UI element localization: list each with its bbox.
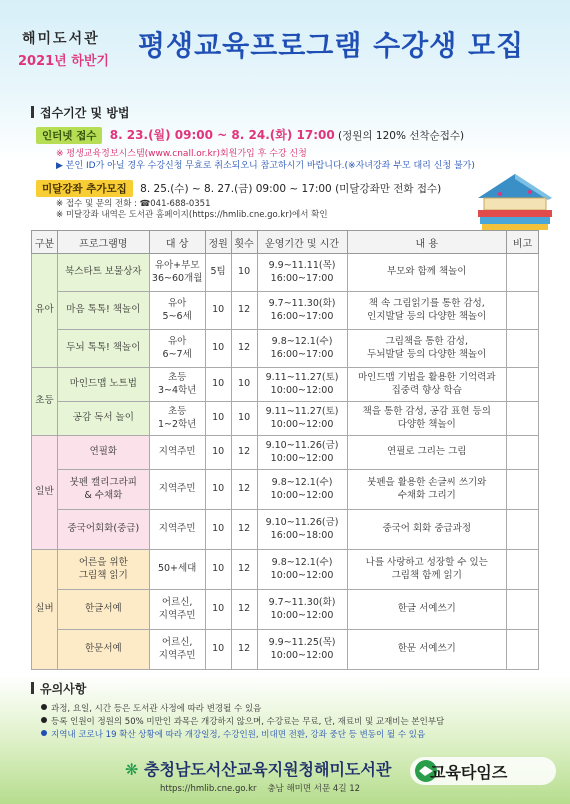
table-row (32, 470, 539, 510)
sessions-cell: 10 (231, 368, 257, 402)
bullet-icon (41, 730, 47, 736)
capacity-cell: 10 (205, 368, 231, 402)
category-cell: 실버 (32, 550, 58, 670)
remarks-cell (507, 470, 539, 510)
col-header-category: 구분 (32, 231, 58, 254)
col-header-period: 운영기간 및 시간 (257, 231, 347, 254)
content-cell: 중국어 회화 중급과정 (347, 510, 507, 550)
table-row (32, 330, 539, 368)
col-header-remarks: 비고 (507, 231, 539, 254)
period-cell: 9.7~11.30(화) 10:00~12:00 (257, 590, 347, 630)
program-name-cell: 연필화 (57, 436, 149, 470)
capacity-cell: 10 (205, 470, 231, 510)
sessions-cell: 12 (231, 590, 257, 630)
target-cell: 어르신, 지역주민 (149, 630, 205, 670)
period-cell: 9.9~11.11(목) 16:00~17:00 (257, 254, 347, 292)
internet-row (36, 126, 464, 144)
remarks-cell (507, 330, 539, 368)
sessions-cell: 12 (231, 550, 257, 590)
target-cell: 어르신, 지역주민 (149, 590, 205, 630)
extra-period: 8. 25.(수) ~ 8. 27.(금) 09:00 ~ 17:00 (미달강좌만 전화 접수) (140, 183, 442, 195)
content-cell: 마인드맵 기법을 활용한 기억력과 집중력 향상 학습 (347, 368, 507, 402)
book-house-icon (470, 168, 560, 233)
page-title: 평생교육프로그램 수강생 모집 (138, 29, 525, 62)
remarks-cell (507, 550, 539, 590)
note-text: 등록 인원이 정원의 50% 미만인 과목은 개강하지 않으며, 수강료는 무료, 단, 재료비 및 교재비는 본인부담 (51, 717, 445, 727)
table-row (32, 292, 539, 330)
target-cell: 초등 1~2학년 (149, 402, 205, 436)
program-name-cell: 공감 독서 놀이 (57, 402, 149, 436)
program-name-cell: 중국어회화(중급) (57, 510, 149, 550)
remarks-cell (507, 368, 539, 402)
target-cell: 유아 5~6세 (149, 292, 205, 330)
sessions-cell: 12 (231, 630, 257, 670)
sessions-cell: 10 (231, 402, 257, 436)
address: 충남 해미면 서문 4길 12 (267, 784, 361, 794)
period-cell: 9.11~11.27(토) 10:00~12:00 (257, 368, 347, 402)
footer-contact (160, 782, 360, 794)
organization-label: 충청남도서산교육지원청해미도서관 (143, 760, 392, 779)
target-cell: 초등 3~4학년 (149, 368, 205, 402)
program-name-cell: 북스타트 보물상자 (57, 254, 149, 292)
table-row (32, 436, 539, 470)
internet-period: 8. 23.(월) 09:00 ~ 8. 24.(화) 17:00 (109, 128, 335, 142)
note-text: 지역내 코로나 19 확산 상황에 따라 개강일정, 수강인원, 비대면 전환, 강좌 중단 등 변동이 될 수 있음 (51, 730, 426, 740)
note-item (41, 729, 541, 742)
program-name-cell: 두뇌 톡톡! 책놀이 (57, 330, 149, 368)
apply-section-label: 접수기간 및 방법 (40, 106, 130, 120)
col-header-program: 프로그램명 (57, 231, 149, 254)
bullet-icon (41, 717, 47, 723)
sessions-cell: 12 (231, 470, 257, 510)
target-cell: 지역주민 (149, 436, 205, 470)
org-logo-icon: ❋ (125, 760, 144, 779)
program-name-cell: 어른을 위한 그림책 읽기 (57, 550, 149, 590)
content-cell: 한글 서예쓰기 (347, 590, 507, 630)
extra-note-1: ※ 접수 및 문의 전화 : ☎041-688-0351 (56, 199, 211, 209)
note-item (41, 703, 541, 716)
notes-title (31, 680, 541, 697)
target-cell: 지역주민 (149, 470, 205, 510)
header (0, 0, 570, 100)
period-cell: 9.10~11.26(금) 16:00~18:00 (257, 510, 347, 550)
table-header-row (32, 231, 539, 254)
capacity-cell: 10 (205, 330, 231, 368)
content-cell: 책 속 그림읽기를 통한 감성, 인지발달 등의 다양한 책놀이 (347, 292, 507, 330)
table-row (32, 368, 539, 402)
capacity-cell: 10 (205, 550, 231, 590)
period-cell: 9.8~12.1(수) 16:00~17:00 (257, 330, 347, 368)
col-header-content: 내 용 (347, 231, 507, 254)
sessions-cell: 12 (231, 510, 257, 550)
remarks-cell (507, 292, 539, 330)
sessions-cell: 10 (231, 254, 257, 292)
remarks-cell (507, 436, 539, 470)
program-name-cell: 마인드맵 노트법 (57, 368, 149, 402)
content-cell: 부모와 함께 책놀이 (347, 254, 507, 292)
internet-note-3: ▶ 본인 ID가 아닐 경우 수강신청 무효로 취소되오니 참고하시기 바랍니다.(※자녀강좌 부모 대리 신청 불가) (56, 161, 475, 171)
semester-label: 2021년 하반기 (18, 54, 109, 69)
col-header-target: 대 상 (149, 231, 205, 254)
col-header-capacity: 정원 (205, 231, 231, 254)
content-cell: 연필로 그리는 그림 (347, 436, 507, 470)
notes-section (31, 680, 541, 742)
target-cell: 유아 6~7세 (149, 330, 205, 368)
table-row (32, 402, 539, 436)
extra-tag: 미달강좌 추가모집 (36, 180, 133, 197)
table-row (32, 254, 539, 292)
section-bar-icon (31, 682, 34, 694)
note-item (41, 716, 541, 729)
capacity-cell: 10 (205, 510, 231, 550)
remarks-cell (507, 590, 539, 630)
content-cell: 책을 통한 감성, 공감 표현 등의 다양한 책놀이 (347, 402, 507, 436)
period-cell: 9.10~11.26(금) 10:00~12:00 (257, 436, 347, 470)
bullet-icon (41, 704, 47, 710)
extra-note-2: ※ 미달강좌 내역은 도서관 홈페이지(https://hmlib.cne.go.kr)에서 확인 (56, 210, 328, 220)
content-cell: 한문 서예쓰기 (347, 630, 507, 670)
table-row (32, 550, 539, 590)
capacity-cell: 10 (205, 630, 231, 670)
internet-note: (정원의 120% 선착순접수) (338, 130, 465, 142)
remarks-cell (507, 510, 539, 550)
capacity-cell: 10 (205, 402, 231, 436)
capacity-cell: 10 (205, 436, 231, 470)
remarks-cell (507, 402, 539, 436)
table-row (32, 590, 539, 630)
program-name-cell: 붓펜 캘리그라피 & 수채화 (57, 470, 149, 510)
notes-title-label: 유의사항 (40, 682, 87, 696)
organization-name (125, 757, 391, 780)
target-cell: 지역주민 (149, 510, 205, 550)
sessions-cell: 12 (231, 436, 257, 470)
apply-section-title (31, 104, 130, 121)
section-bar-icon (31, 106, 34, 118)
capacity-cell: 10 (205, 292, 231, 330)
category-cell: 일반 (32, 436, 58, 550)
content-cell: 나를 사랑하고 성장할 수 있는 그림책 함께 읽기 (347, 550, 507, 590)
sessions-cell: 12 (231, 292, 257, 330)
period-cell: 9.8~12.1(수) 10:00~12:00 (257, 550, 347, 590)
capacity-cell: 5팀 (205, 254, 231, 292)
col-header-sessions: 횟수 (231, 231, 257, 254)
content-cell: 붓펜을 활용한 손글씨 쓰기와 수채화 그리기 (347, 470, 507, 510)
program-name-cell: 한글서예 (57, 590, 149, 630)
period-cell: 9.9~11.25(목) 10:00~12:00 (257, 630, 347, 670)
internet-tag: 인터넷 접수 (36, 127, 102, 144)
remarks-cell (507, 254, 539, 292)
period-cell: 9.7~11.30(화) 16:00~17:00 (257, 292, 347, 330)
capacity-cell: 10 (205, 590, 231, 630)
watermark-text: 교육타임즈 (430, 763, 508, 782)
table-row (32, 510, 539, 550)
category-cell: 유아 (32, 254, 58, 368)
period-cell: 9.11~11.27(토) 10:00~12:00 (257, 402, 347, 436)
program-table (31, 230, 539, 670)
content-cell: 그림책을 통한 감성, 두뇌발달 등의 다양한 책놀이 (347, 330, 507, 368)
table-row (32, 630, 539, 670)
internet-note-2: ※ 평생교육정보시스템(www.cnall.or.kr)회원가입 후 수강 신청 (56, 149, 307, 159)
homepage-url[interactable]: https://hmlib.cne.go.kr (160, 784, 257, 794)
extra-row (36, 180, 441, 197)
program-name-cell: 한문서예 (57, 630, 149, 670)
category-cell: 초등 (32, 368, 58, 436)
library-name: 해미도서관 (22, 31, 100, 47)
note-text: 과정, 요일, 시간 등은 도서관 사정에 따라 변경될 수 있음 (51, 704, 262, 714)
period-cell: 9.8~12.1(수) 10:00~12:00 (257, 470, 347, 510)
target-cell: 50+세대 (149, 550, 205, 590)
program-name-cell: 마음 톡톡! 책놀이 (57, 292, 149, 330)
sessions-cell: 12 (231, 330, 257, 368)
target-cell: 유아+부모 36~60개월 (149, 254, 205, 292)
remarks-cell (507, 630, 539, 670)
